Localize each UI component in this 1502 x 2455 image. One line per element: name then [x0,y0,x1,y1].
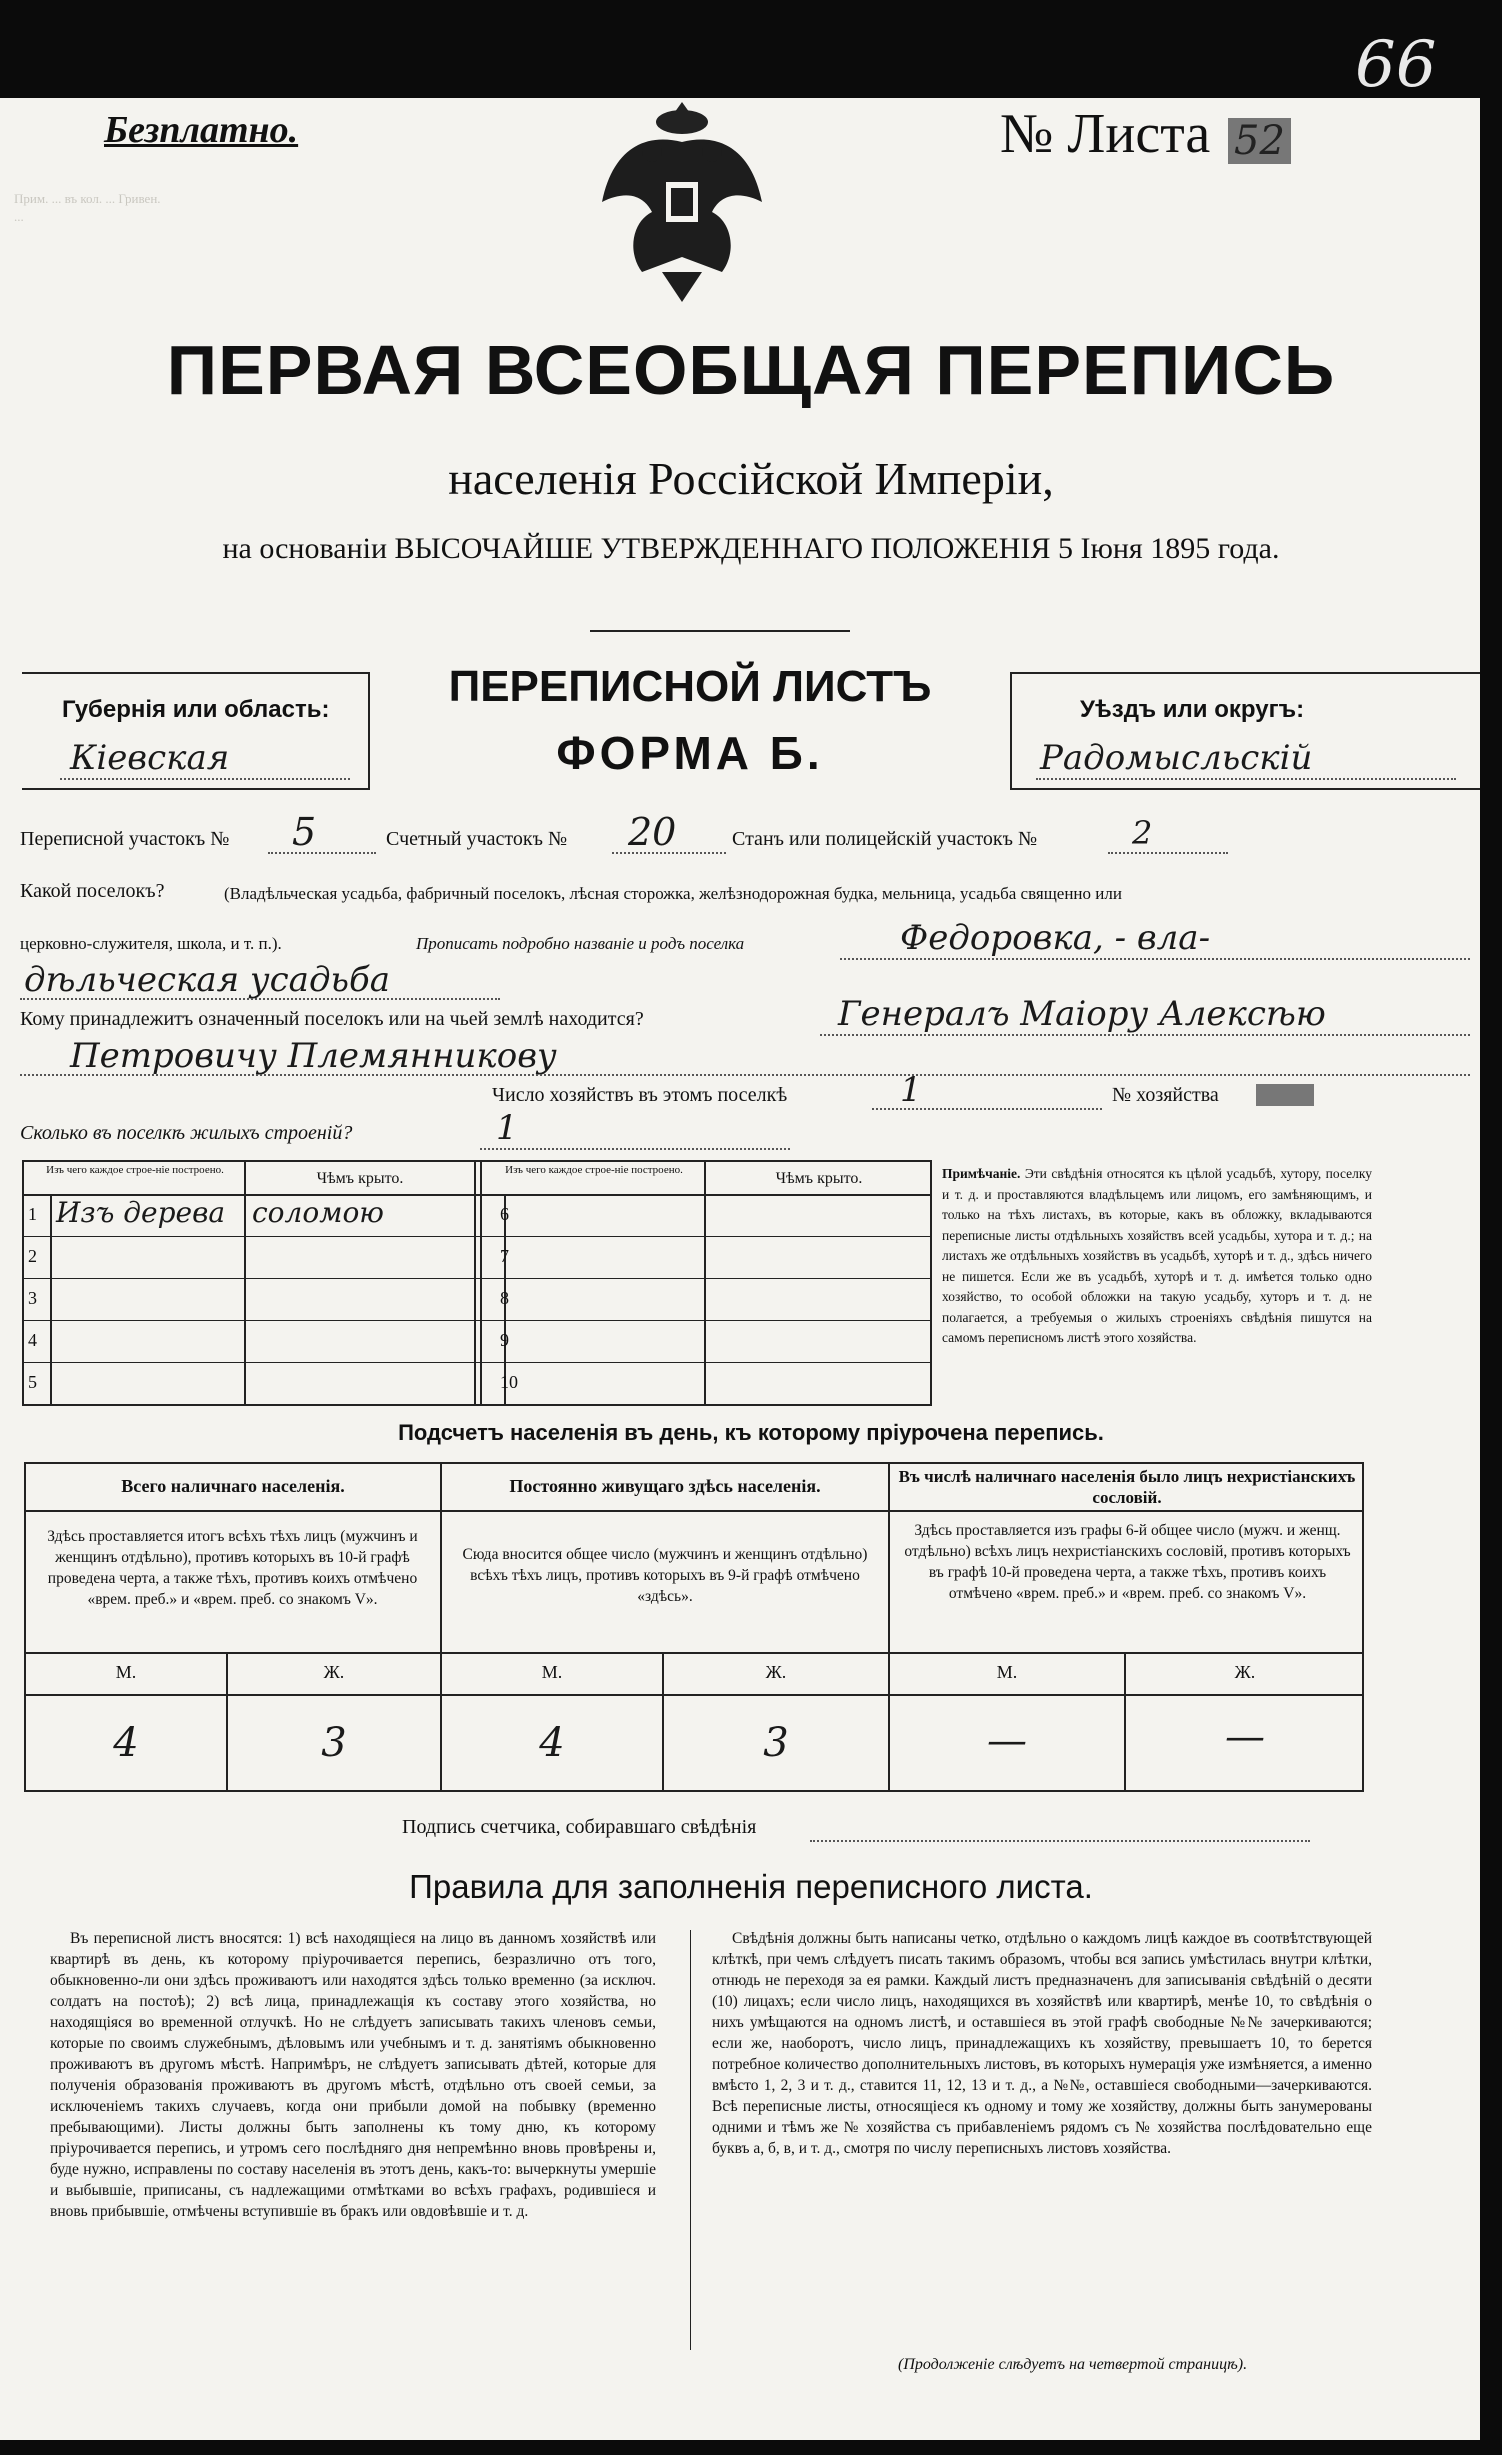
corner-number: 66 [1355,28,1437,102]
box-line [1010,672,1480,674]
row-number: 6 [500,1204,509,1224]
count-col2-head: Постоянно живущаго здѣсь населенія. [509,1476,821,1496]
uezd-value: Радомысльскій [1040,738,1313,778]
box-line [1010,672,1012,790]
row-number: 2 [28,1246,37,1266]
household-no-redacted [1256,1084,1314,1106]
note-text: Эти свѣдѣнія относятся къ цѣлой усадьбѣ, хутору, поселку и т. д. и проставляются владѣльцемъ или лицомъ, его замѣняющимъ, и только на тѣхъ листахъ, въ которые, какъ въ обложку, вкладываются переписные листы отдѣльныхъ хозяйствъ всей усадьбы, хутора и т. д.; на листахъ же отдѣльныхъ хозяйствъ въ усадьбѣ, хуторѣ и т. д., здѣсь ничего не пишется. Если же въ усадьбѣ, хуторѣ и т. д. имѣется только одно хозяйство, то особой обложки на такую усадьбу, хуторъ и т. д. не полагается, а требуемыя о жилыхъ строеніяхъ свѣдѣнія пишутся на самомъ переписномъ листѣ этого хозяйства. [942,1166,1372,1345]
note-head: Примѣчаніе. [942,1166,1021,1181]
fill-line [820,1034,1470,1036]
col1-f-label: Ж. [323,1662,345,1682]
row-number: 3 [28,1288,37,1308]
gubernia-label: Губернія или область: [62,696,330,723]
table-line [704,1160,706,1406]
table-line [24,1652,1364,1654]
table-row-line [22,1278,932,1279]
fill-line [840,958,1470,960]
col3-m-label: М. [996,1662,1018,1682]
row-number: 5 [28,1372,37,1392]
rules-title: Правила для заполненія переписного листа. [409,1868,1093,1905]
table-line [50,1196,52,1406]
rules-divider [690,1930,691,2350]
table-line [24,1694,1364,1696]
settlement-hint: (Владѣльческая усадьба, фабричный поселокъ, лѣсная сторожка, желѣзнодорожная будка, мельница, усадьба священно или [224,884,1122,903]
buildings-value: 1 [496,1108,518,1148]
stan-value: 2 [1132,814,1153,852]
settlement-question: Какой поселокъ? [20,880,165,902]
fill-line [1108,852,1228,854]
settlement-instruction: Прописать подробно названіе и родъ поселка [416,934,745,953]
fill-line [480,1148,790,1150]
col3-m-value: — [987,1718,1027,1764]
row-number: 8 [500,1288,509,1308]
bt-header-roof-2: Чѣмъ крыто. [775,1170,863,1187]
bt-header-material: Изъ чего каждое строе-ніе построено. [46,1164,224,1176]
uezd-label: Уѣздъ или округъ: [1080,696,1305,723]
owner-value-1: Генералъ Маіору Алексѣю [838,994,1326,1034]
count-col1-text: Здѣсь проставляется итогъ всѣхъ тѣхъ лицъ (мужчинъ и женщинъ отдѣльно), противъ которыхъ въ 10-й графѣ проведена черта, а также тѣхъ, противъ коихъ отмѣчено «врем. преб.» и «врем. преб. со знакомъ V». [47,1528,418,1608]
count-area-label: Счетный участокъ № [386,828,568,850]
fill-line [268,852,376,854]
households-value: 1 [900,1070,922,1110]
divider [590,630,850,632]
household-no-label: № хозяйства [1112,1084,1219,1106]
count-col3-head: Въ числѣ наличнаго населенія было лицъ нехристіанскихъ сословій. [898,1467,1356,1507]
rules-right: Свѣдѣнія должны быть написаны четко, отдѣльно о каждомъ лицѣ каждое въ соотвѣтствующей клѣткѣ, при чемъ слѣдуетъ писать такимъ образомъ, чтобы вся запись умѣстилась внутри клѣтки, отнюдь не переходя за ея рамки. Каждый листъ предназначенъ для записыванія свѣдѣній о десяти (10) лицахъ; если число лицъ, находящихся въ хозяйствѣ или квартирѣ, менѣе 10, то свѣдѣнія о нихъ умѣщаются на одномъ листѣ, и оставшіеся въ этой графѣ свободные №№ зачеркиваются; если же, наоборотъ, число лицъ, принадлежащихъ къ хозяйству, превышаетъ 10, то берется потребное количество дополнительныхъ листовъ, въ которыхъ нумерація уже измѣняется, а именно вмѣсто 1, 2, 3 и т. д., ставится 11, 12, 13 и т. д., а №№, оставшіеся свободными—зачеркиваются. Всѣ переписные листы, относящіеся къ одному и тому же хозяйству, должны быть занумерованы одними и тѣмъ же № хозяйства съ прибавленіемъ рядомъ съ № хозяйства послѣдовательно еще буквъ а, б, в, и т. д., смотря по числу переписныхъ листовъ хозяйства. [712,1930,1372,2157]
fill-line [872,1108,1102,1110]
row-number: 10 [500,1372,518,1392]
settlement-value-1: Федоровка, - вла- [900,918,1211,958]
table-line [24,1510,1364,1512]
bt-header-roof: Чѣмъ крыто. [316,1170,404,1187]
note-block [942,1164,1372,1349]
fill-line [60,778,350,780]
form-title: ПЕРЕПИСНОЙ ЛИСТЪ [448,662,932,711]
subtitle: населенія Россійской Имперіи, [448,453,1054,504]
col1-f-value: 3 [321,1720,347,1766]
col2-f-label: Ж. [765,1662,787,1682]
row-number: 9 [500,1330,509,1350]
bt-header-material-2: Изъ чего каждое строе-ніе построено. [505,1164,683,1176]
sheet-number-label: № Листа [1000,103,1211,165]
form-name: ФОРМА Б. [556,727,824,779]
free-label: Безплатно. [104,109,299,151]
col3-f-value: — [1225,1714,1265,1760]
table-row-line [22,1236,932,1237]
col3-f-label: Ж. [1234,1662,1256,1682]
count-title: Подсчетъ населенія въ день, къ которому пріурочена перепись. [398,1420,1104,1445]
col1-m-label: М. [115,1662,137,1682]
signature-line [810,1840,1310,1842]
fill-line [20,1074,1470,1076]
main-title: ПЕРВАЯ ВСЕОБЩАЯ ПЕРЕПИСЬ [166,331,1336,409]
table-line [480,1160,482,1406]
stan-label: Станъ или полицейскій участокъ № [732,828,1038,850]
settlement-hint-2: церковно-служителя, школа, и т. п.). [20,934,282,953]
fill-line [1036,778,1456,780]
continued-note: (Продолженіе слѣдуетъ на четвертой страницѣ). [898,2356,1248,2373]
imperial-eagle-emblem [582,82,782,312]
gubernia-value: Кіевская [70,738,230,778]
census-area-label: Переписной участокъ № [20,828,230,850]
row-number: 4 [28,1330,37,1350]
col2-f-value: 3 [763,1720,789,1766]
count-area-value: 20 [628,810,677,854]
col2-m-value: 4 [539,1720,565,1766]
col1-m-value: 4 [113,1720,139,1766]
count-col2-text: Сюда вносится общее число (мужчинъ и женщинъ отдѣльно) всѣхъ тѣхъ лицъ, противъ которыхъ въ 9-й графѣ отмѣчено «здѣсь». [462,1546,868,1605]
fill-line [612,852,726,854]
owner-question: Кому принадлежитъ означенный поселокъ или на чьей землѣ находится? [20,1008,644,1030]
signature-label: Подпись счетчика, собиравшаго свѣдѣнія [402,1816,757,1838]
col2-m-label: М. [541,1662,563,1682]
building-roof: соломою [252,1196,384,1229]
box-line [22,672,370,674]
row-number: 7 [500,1246,509,1266]
count-col1-head: Всего наличнаго населенія. [121,1476,345,1496]
buildings-label: Сколько въ поселкѣ жилыхъ строеній? [20,1122,353,1144]
table-row-line [22,1362,932,1363]
rules-left: Въ переписной листъ вносятся: 1) всѣ находящіеся на лицо въ данномъ хозяйствѣ или квартирѣ въ день, къ которому пріурочивается перепись, безразлично отъ того, обыкновенно-ли они здѣсь проживаютъ или находятся здѣсь только временно (за исключ. солдатъ на постоѣ); 2) всѣ лица, принадлежащія къ составу этого хозяйства, но находящіяся во временной отлучкѣ. Но не слѣдуетъ записывать такихъ членовъ семьи, которые по своимъ служебнымъ, дѣловымъ или учебнымъ и т. д. занятіямъ обыкновенно проживаютъ въ другомъ мѣстѣ. Напримѣръ, не слѣдуетъ записывать дѣтей, которые для полученія образованія проживаютъ въ другомъ мѣстѣ, отдѣльно отъ своей семьи, за исключеніемъ такихъ случаевъ, когда они прибыли домой на побывку (временно пребывающими). Листы должны быть заполнены къ тому дню, къ которому пріурочивается перепись, и утромъ сего послѣдняго дня непремѣнно вновь провѣрены и, буде нужно, исправлены по составу населенія въ этотъ день, какъ-то: вычеркнуты умершіе и выбывшіе, приписаны, съ надлежащими отмѣтками во всѣхъ графахъ, родившіеся и вновь прибывшіе, отмѣчены вступившіе въ бракъ или овдовѣвшіе и т. д. [50,1930,656,2220]
households-label: Число хозяйствъ въ этомъ поселкѣ [492,1084,788,1106]
table-row-line [22,1320,932,1321]
settlement-value-2: дѣльческая усадьба [24,960,391,1000]
bleed-through-text: Прим. ... въ кол. ... Гривен. ... [14,191,161,224]
owner-value-2: Петровичу Племянникову [70,1036,557,1076]
table-line [474,1160,476,1406]
row-number: 1 [28,1204,37,1224]
count-col3-text: Здѣсь проставляется изъ графы 6-й общее число (мужч. и женщ. отдѣльно) всѣхъ лицъ нехристіанскихъ сословій, противъ которыхъ въ графѣ 10-й проведена черта, а также тѣхъ, противъ коихъ отмѣчено «врем. преб.» и «врем. преб. со знакомъ V». [904,1522,1351,1602]
box-line [22,788,370,790]
sheet-number-value: 52 [1228,118,1291,164]
table-line [244,1160,246,1406]
census-area-value: 5 [292,810,317,854]
legal-basis: на основаніи ВЫСОЧАЙШЕ УТВЕРЖДЕННАГО ПОЛОЖЕНІЯ 5 Іюня 1895 года. [222,532,1280,565]
box-line [1010,788,1480,790]
fill-line [20,998,500,1000]
building-material: Изъ дерева [56,1196,226,1229]
